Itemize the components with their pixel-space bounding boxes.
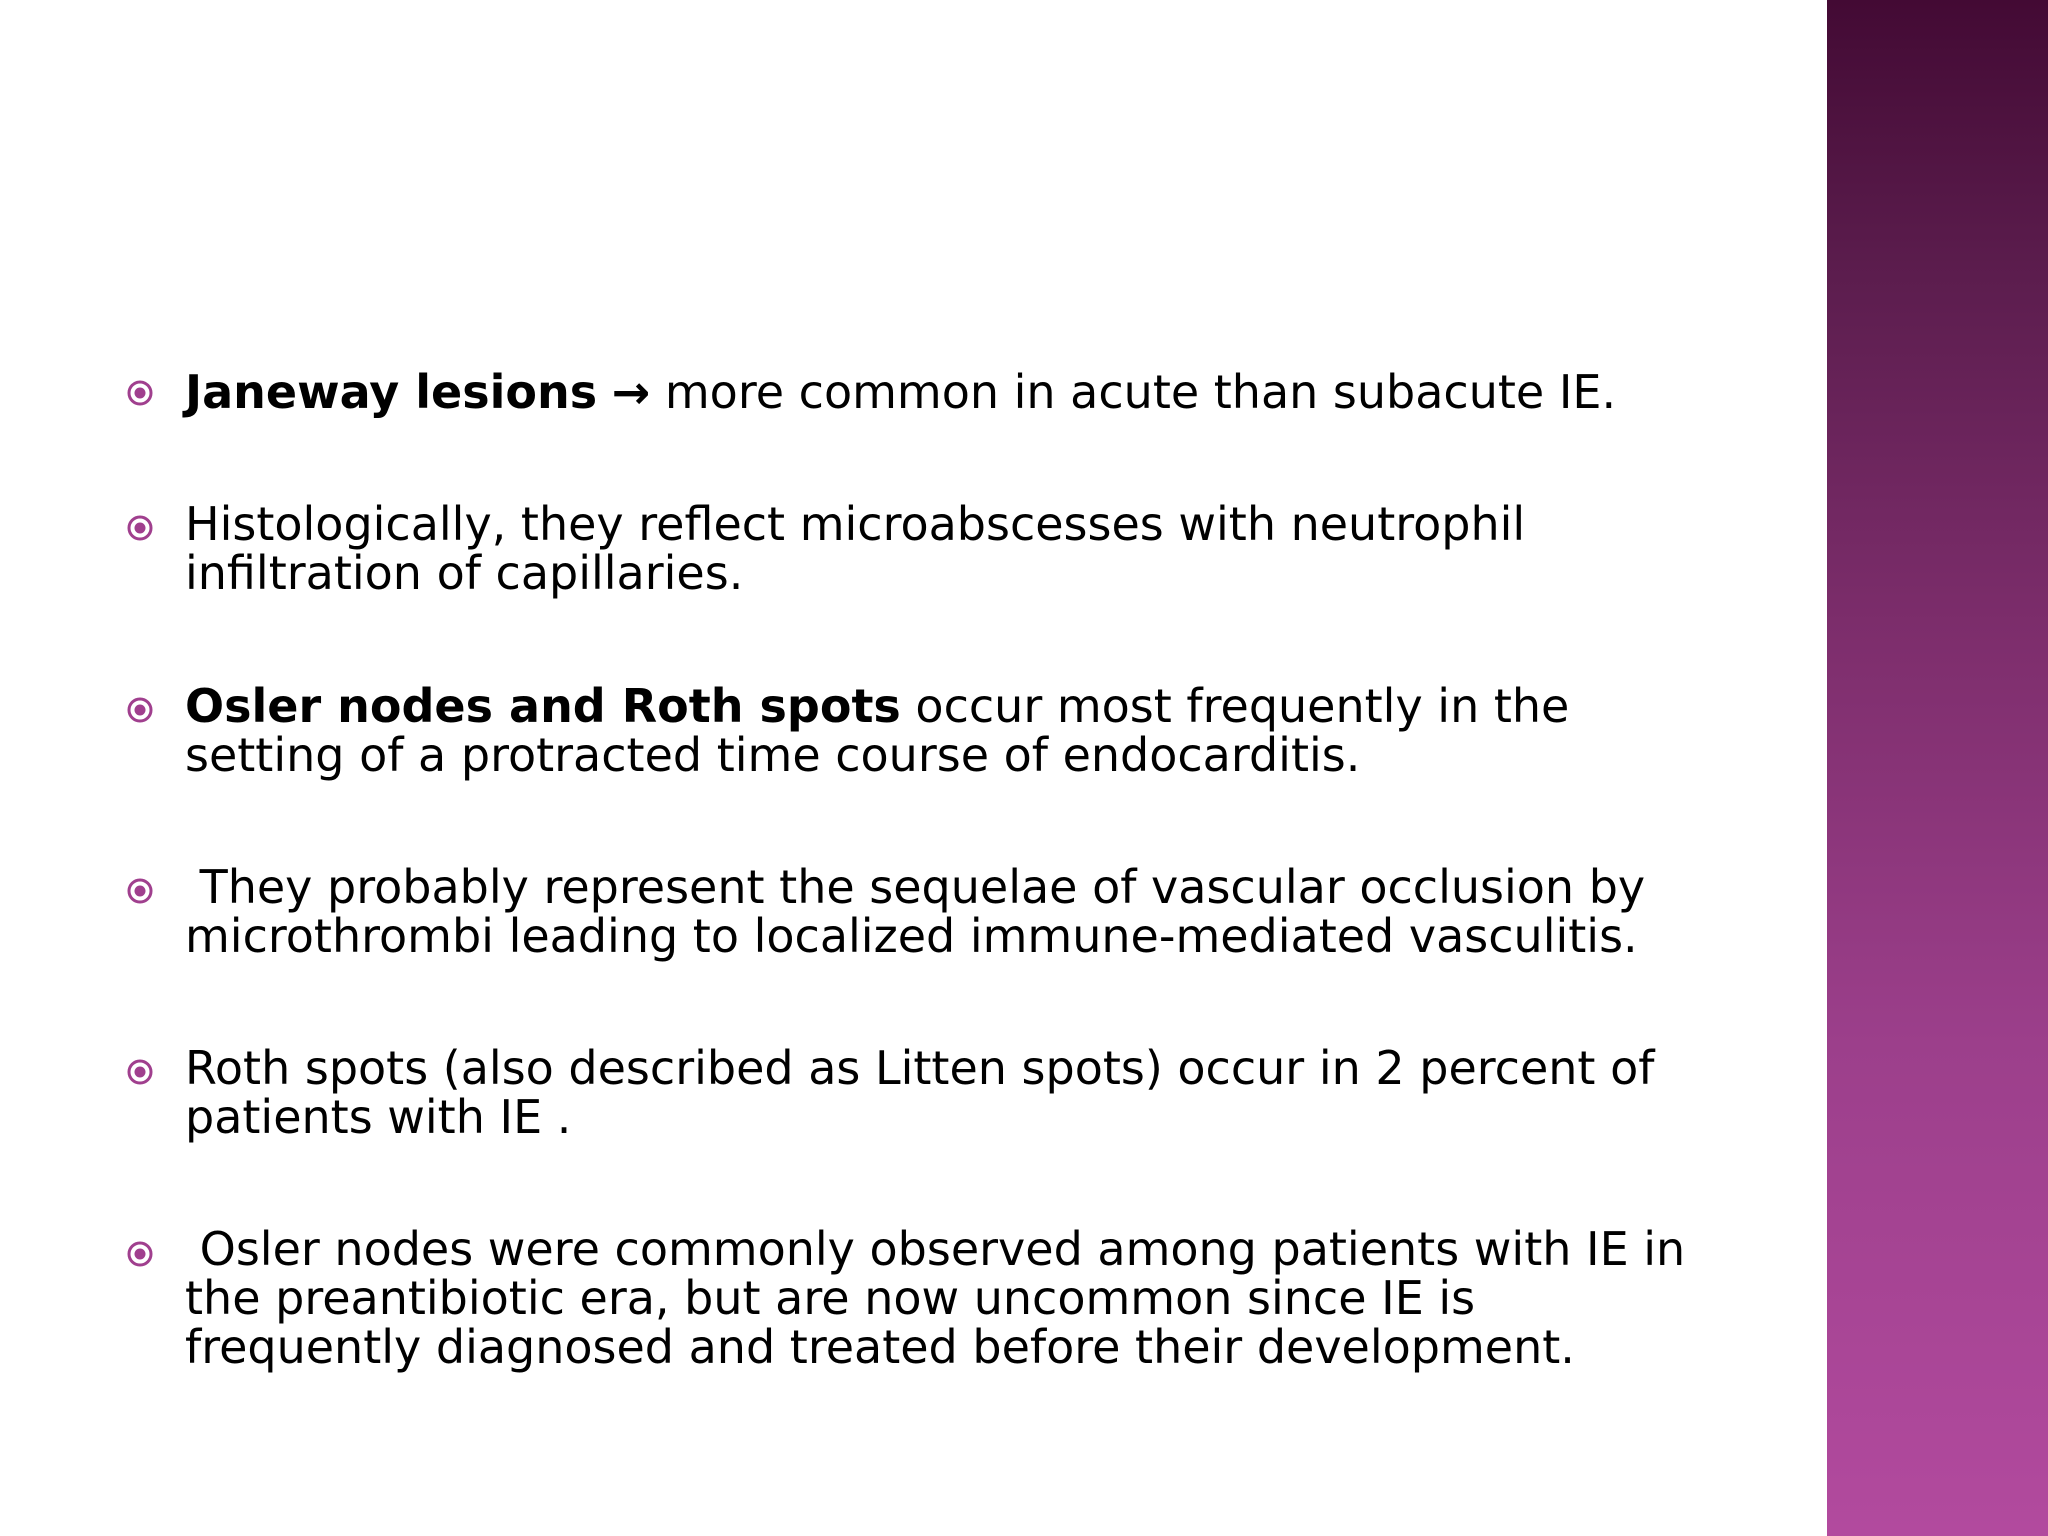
bullet-text: Osler nodes were commonly observed among patients with IE in the preantibiotic era, but are now uncommon since IE is frequently diagnosed and treated before their development. [185, 1222, 1686, 1374]
bullet-bold-term: Osler nodes and Roth spots [185, 679, 901, 733]
bullet-text [185, 679, 1705, 782]
bullet-bold-term: Janeway lesions [185, 365, 598, 419]
bullet-body: more common in acute than subacute IE. [650, 365, 1617, 419]
decorative-gradient-sidebar [1827, 0, 2048, 1536]
right-arrow-icon: → [611, 365, 651, 419]
circled-dot-bullet-icon [126, 1240, 154, 1268]
bullet-text: Roth spots (also described as Litten spots) occur in 2 percent of patients with IE . [185, 1041, 1655, 1144]
circled-dot-bullet-icon [126, 877, 154, 905]
circled-dot-bullet-icon [126, 514, 154, 542]
circled-dot-bullet-icon [126, 379, 154, 407]
bullet-body: occur most frequently in the setting of a protracted time course of endocarditis. [185, 679, 1570, 782]
circled-dot-bullet-icon [126, 1058, 154, 1086]
bullet-text [185, 365, 1705, 419]
circled-dot-bullet-icon [126, 696, 154, 724]
bullet-text: Histologically, they reflect microabscesses with neutrophil infiltration of capillaries. [185, 497, 1526, 600]
bullet-text: They probably represent the sequelae of vascular occlusion by microthrombi leading to localized immune-mediated vasculitis. [185, 860, 1646, 963]
